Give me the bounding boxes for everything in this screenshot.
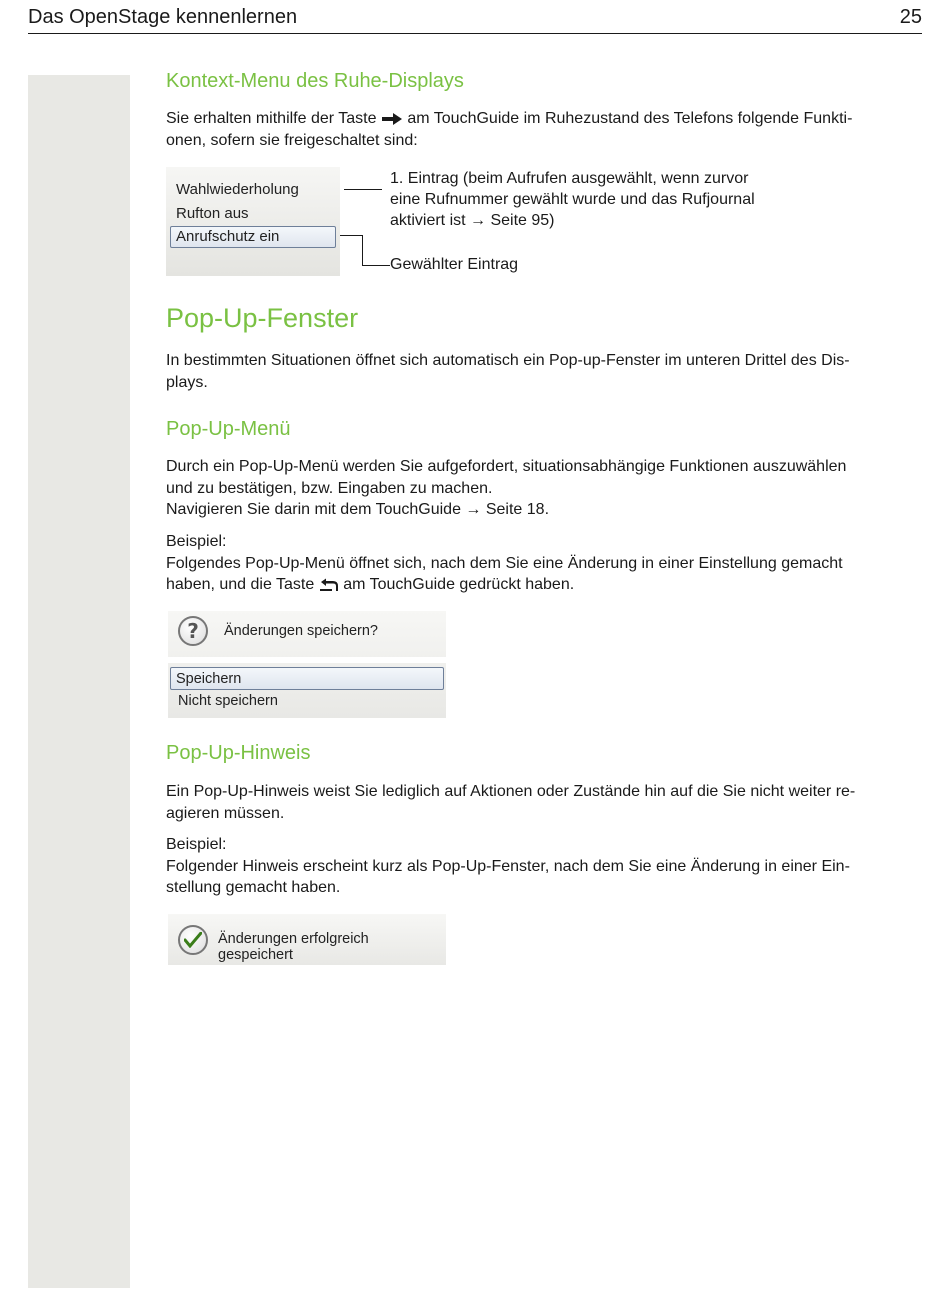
hint-message: Änderungen erfolgreich gespeichert [218, 931, 369, 963]
popup-hint-example-line1: Folgender Hinweis erscheint kurz als Pop-Up-Fenster, nach dem Sie eine Änderung in einer Ein- [166, 857, 850, 875]
popup-menu-example-line1: Folgendes Pop-Up-Menü öffnet sich, nach dem Sie eine Änderung in einer Einstellung gemacht [166, 554, 843, 572]
question-icon: ? [178, 616, 208, 646]
heading-popup-window: Pop-Up-Fenster [166, 303, 359, 333]
popup-window-line1: In bestimmten Situationen öffnet sich automatisch ein Pop-up-Fenster im unteren Drittel des Dis- [166, 352, 850, 369]
popup-hint-line2: agieren müssen. [166, 804, 285, 822]
example-label: Beispiel: [166, 836, 227, 853]
checkmark-icon [178, 925, 208, 955]
callout-first-line3: aktiviert ist → Seite 95) [390, 212, 555, 229]
popup-option-dont-save[interactable]: Nicht speichern [178, 693, 278, 709]
callout-line-selected-c [362, 265, 390, 266]
popup-hint-text [166, 781, 922, 824]
popup-menu-display [168, 611, 446, 718]
callout-line-selected-a [340, 235, 362, 236]
popup-window-text [166, 350, 922, 393]
callout-first-line2: eine Rufnummer gewählt wurde und das Rufjournal [390, 191, 755, 208]
page-number: 25 [899, 6, 922, 28]
header-divider [28, 33, 922, 34]
context-menu-item[interactable]: Rufton aus [176, 205, 249, 222]
popup-menu-example [166, 531, 922, 596]
popup-menu-line2: und zu bestätigen, bzw. Eingaben zu machen. [166, 479, 493, 497]
header-title: Das OpenStage kennenlernen [28, 6, 298, 28]
context-intro [166, 108, 922, 151]
popup-hint-display [168, 914, 446, 965]
arrow-right-icon [381, 112, 403, 126]
context-menu-item[interactable]: Wahlwiederholung [176, 181, 299, 198]
callout-line-selected-b [362, 235, 363, 265]
popup-menu-example-line2b: am TouchGuide gedrückt haben. [343, 576, 575, 593]
back-arrow-icon [319, 578, 339, 592]
popup-hint-example-line2: stellung gemacht haben. [166, 879, 341, 896]
callout-line-first [344, 189, 382, 190]
callout-first-entry [390, 168, 755, 231]
heading-context-menu: Kontext-Menu des Ruhe-Displays [166, 70, 464, 92]
context-intro-part2: am TouchGuide im Ruhezustand des Telefons folgende Funkti- [407, 110, 853, 127]
context-intro-part1: Sie erhalten mithilfe der Taste [166, 110, 377, 127]
popup-divider [168, 657, 446, 663]
example-label: Beispiel: [166, 533, 227, 550]
popup-option-save[interactable]: Speichern [176, 671, 242, 687]
heading-popup-menu: Pop-Up-Menü [166, 418, 291, 440]
popup-menu-text [166, 456, 922, 521]
context-menu-item-selected[interactable]: Anrufschutz ein [176, 228, 280, 245]
callout-first-line1: 1. Eintrag (beim Aufrufen ausgewählt, wenn zurvor [390, 170, 749, 187]
heading-popup-hint: Pop-Up-Hinweis [166, 742, 311, 764]
popup-menu-line1: Durch ein Pop-Up-Menü werden Sie aufgefordert, situationsabhängige Funktionen auszuwählen [166, 458, 847, 475]
context-intro-line2: onen, sofern sie freigeschaltet sind: [166, 131, 418, 149]
popup-question: Änderungen speichern? [224, 623, 378, 639]
popup-menu-example-line2a: haben, und die Taste [166, 576, 315, 593]
popup-menu-line3: Navigieren Sie darin mit dem TouchGuide → Seite 18. [166, 501, 550, 518]
popup-hint-line1: Ein Pop-Up-Hinweis weist Sie lediglich auf Aktionen oder Zustände hin auf die Sie nicht weiter re- [166, 783, 856, 800]
callout-selected-entry: Gewählter Eintrag [390, 256, 519, 273]
context-menu-display [166, 167, 340, 276]
popup-hint-example [166, 834, 922, 899]
left-margin-bar [28, 75, 130, 1288]
popup-window-line2: plays. [166, 373, 208, 391]
